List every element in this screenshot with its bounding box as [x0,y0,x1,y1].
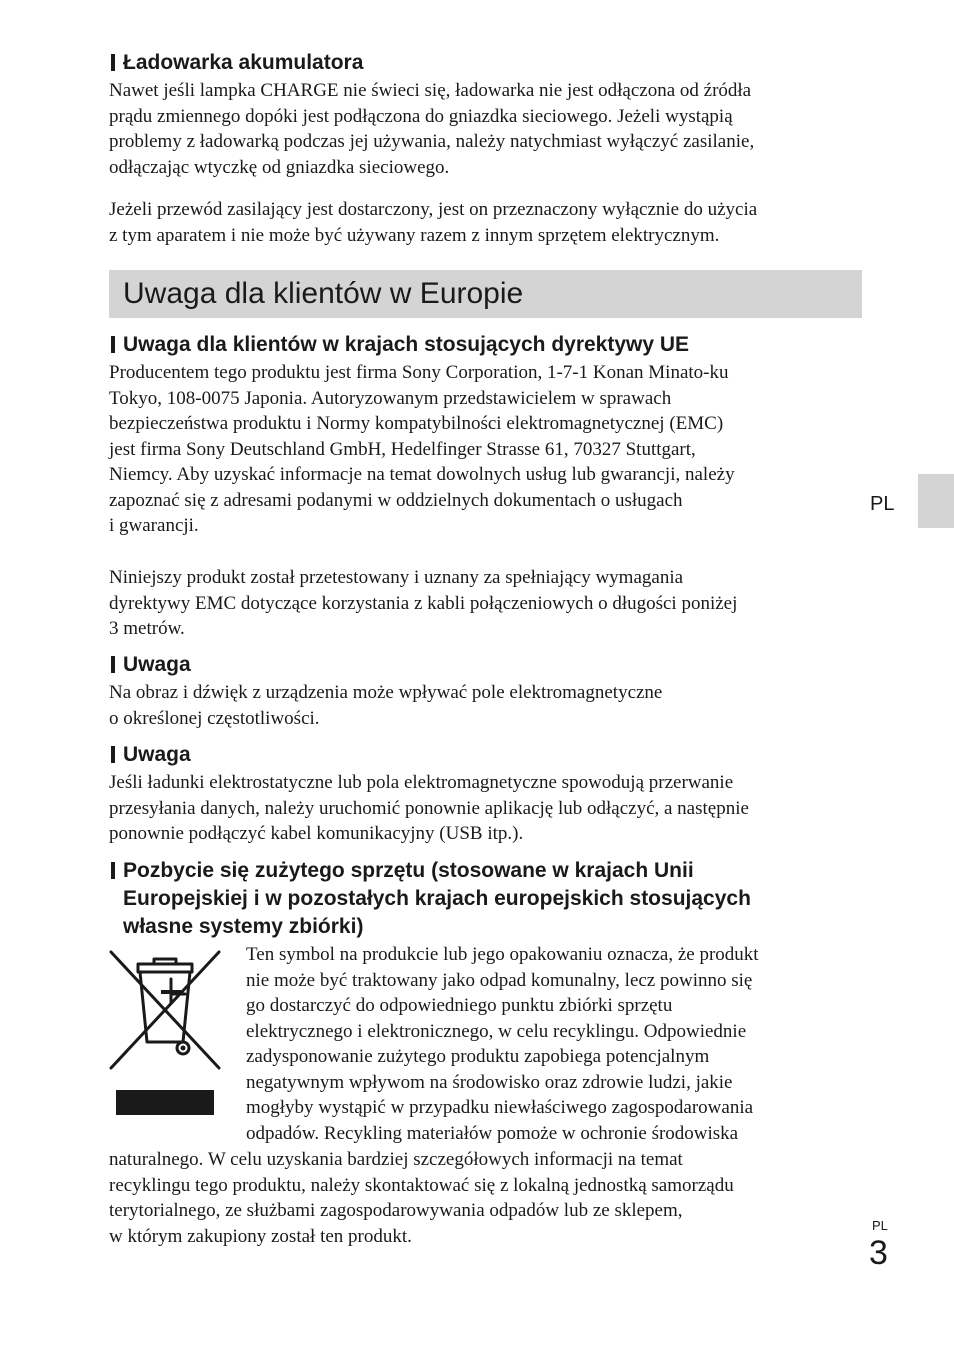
text-line: Jeśli ładunki elektrostatyczne lub pola elektromagnetyczne spowodują przerwanie [109,772,734,793]
banner-title: Uwaga dla klientów w Europie [123,277,524,310]
text-line: mogłyby wystąpić w przypadku niewłaściwego zagospodarowania [246,1097,754,1118]
crossed-out-wheelie-bin-icon [109,950,221,1120]
eu-directives-heading: Uwaga dla klientów w krajach stosujących dyrektywy UE [109,331,689,359]
language-side-label: PL [870,493,895,515]
text-line: Producentem tego produktu jest firma Sony Corporation, 1-7-1 Konan Minato-ku [109,362,729,383]
text-line: o określonej częstotliwości. [109,707,320,729]
text-line: nie może być traktowany jako odpad komunalny, lecz powinno się [246,969,753,991]
text-line: prądu zmiennego dopóki jest podłączona do gniazdka sieciowego. Jeżeli wystąpią [109,105,733,127]
text-line: dyrektywy EMC dotyczące korzystania z kabli połączeniowych o długości poniżej [109,592,738,614]
text-line: zadysponowanie zużytego produktu zapobiega potencjalnym [246,1046,710,1067]
text-line: przesyłania danych, należy uruchomić ponownie aplikację lub odłączyć, a następnie [109,797,749,819]
text-line: 3 metrów. [109,618,185,639]
text-line: Tokyo, 108-0075 Japonia. Autoryzowanym przedstawicielem w sprawach [109,387,672,409]
text-line: terytorialnego, ze służbami zagospodarowywania odpadów lub ze sklepem, [109,1200,683,1221]
disposal-paragraph-full [109,1147,869,1249]
text-line: elektrycznego i elektronicznego, w celu recyklingu. Odpowiednie [246,1020,747,1042]
disposal-heading [109,857,751,941]
text-line: Niniejszy produkt został przetestowany i uznany za spełniający wymagania [109,567,684,588]
heading-line: własne systemy zbiórki) [123,915,364,938]
text-line: negatywnym wpływom na środowisko oraz zdrowie ludzi, jakie [246,1071,733,1093]
disposal-paragraph-wrapped [246,942,866,1146]
heading-line: Europejskiej i w pozostałych krajach europejskich stosujących [123,887,751,910]
text-line: odłączając wtyczkę od gniazdka sieciowego. [109,156,450,178]
heading-line: Pozbycie się zużytego sprzętu (stosowane w krajach Unii [123,859,694,882]
text-line: jest firma Sony Deutschland GmbH, Hedelfinger Strasse 61, 70327 Stuttgart, [109,438,696,460]
text-line: odpadów. Recykling materiałów pomoże w ochronie środowiska [246,1122,739,1144]
text-line: i gwarancji. [109,515,199,536]
eu-directives-paragraph-1 [109,360,869,539]
text-line: naturalnego. W celu uzyskania bardziej szczegółowych informacji na temat [109,1149,683,1170]
text-line: Nawet jeśli lampka CHARGE nie świeci się, ładowarka nie jest odłączona od źródła [109,80,752,101]
text-line: w którym zakupiony został ten produkt. [109,1225,412,1247]
footer-language: PL [872,1218,888,1233]
text-line: zapoznać się z adresami podanymi w oddzielnych dokumentach o usługach [109,489,683,511]
text-line: Jeżeli przewód zasilający jest dostarczony, jest on przeznaczony wyłącznie do użycia [109,199,758,220]
text-line: Ten symbol na produkcie lub jego opakowaniu oznacza, że produkt [246,944,759,965]
text-line: Na obraz i dźwięk z urządzenia może wpływać pole elektromagnetyczne [109,682,663,703]
language-side-tab [918,474,954,528]
text-line: problemy z ładowarką podczas jej używania, należy natychmiast wyłączyć zasilanie, [109,131,755,152]
notice-paragraph-2 [109,770,869,847]
text-line: ponownie podłączyć kabel komunikacyjny (USB itp.). [109,823,524,844]
page-number: 3 [869,1234,888,1272]
notice-paragraph-1 [109,680,869,731]
text-line: go dostarczyć do odpowiedniego punktu zbiórki sprzętu [246,995,673,1016]
text-line: recyklingu tego produktu, należy skontaktować się z lokalną jednostką samorządu [109,1174,734,1196]
charger-paragraph-1 [109,78,869,180]
charger-heading: Ładowarka akumulatora [109,49,363,77]
text-line: Niemcy. Aby uzyskać informacje na temat dowolnych usług lub gwarancji, należy [109,464,735,485]
notice-heading-1: Uwaga [109,651,191,679]
eu-directives-paragraph-2 [109,565,869,642]
section-banner [109,270,862,318]
text-line: bezpieczeństwa produktu i Normy kompatybilności elektromagnetycznej (EMC) [109,413,724,434]
charger-paragraph-2 [109,197,869,248]
notice-heading-2: Uwaga [109,741,191,769]
text-line: z tym aparatem i nie może być używany razem z innym sprzętem elektrycznym. [109,224,720,246]
